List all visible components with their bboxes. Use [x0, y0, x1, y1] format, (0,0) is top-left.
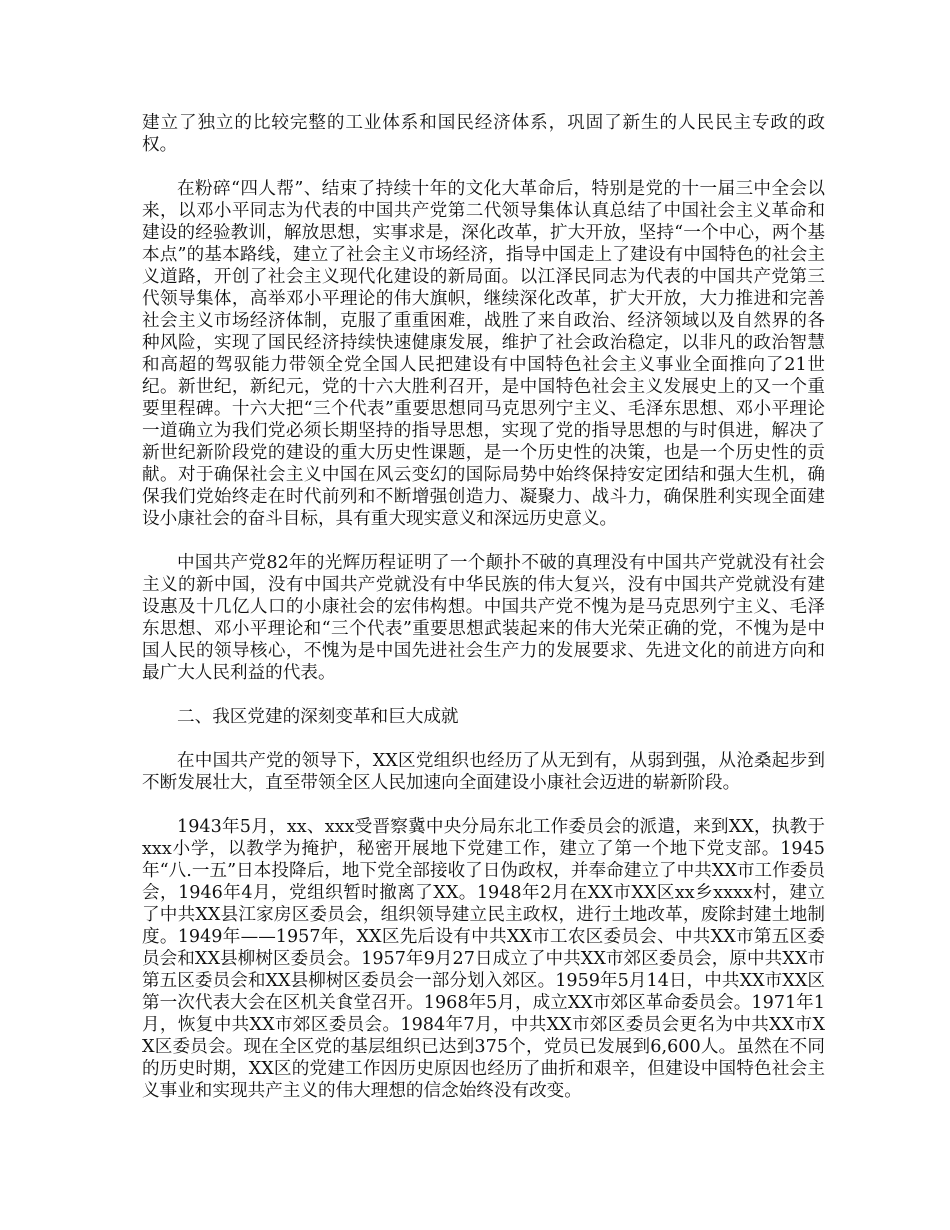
paragraph-district-party-history: 1943年5月，xx、xxx受晋察冀中央分局东北工作委员会的派遣，来到XX，执教于xxx小学，以教学为掩护，秘密开展地下党建工作，建立了第一个地下党支部。1945年“八.一五”日本投降后，地下党全部接收了日伪政权，并奉命建立了中共XX市工作委员会，1946年4月，党组织暂时撤离了XX。1948年2月在XX市XX区xx乡xxxx村，建立了中共XX县江家房区委员会，组织领导建立民主政权，进行土地改革，废除封建土地制度。1949年——1957年，XX区先后设有中共XX市工农区委员会、中共XX市第五区委员会和XX县柳树区委员会。1957年9月27日成立了中共XX市郊区委员会，原中共XX市第五区委员会和XX县柳树区委员会一部分划入郊区。1959年5月14日，中共XX市XX区第一次代表大会在区机关食堂召开。1968年5月，成立XX市郊区革命委员会。1971年1月，恢复中共XX市郊区委员会。1984年7月，中共XX市郊区委员会更名为中共XX市XX区委员会。现在全区党的基层组织已达到375个，党员已发展到6,600人。虽然在不同的历史时期，XX区的党建工作因历史原因也经历了曲折和艰辛，但建设中国特色社会主义事业和实现共产主义的伟大理想的信念始终没有改变。 — [142, 817, 825, 1101]
paragraph-reform-history: 在粉碎“四人帮”、结束了持续十年的文化大革命后，特别是党的十一届三中全会以来，以邓小平同志为代表的中国共产党第二代领导集体认真总结了中国社会主义革命和建设的经验教训，解放思想，实事求是，深化改革，扩大开放，坚持“一个中心，两个基本点”的基本路线，建立了社会主义市场经济，指导中国走上了建设有中国特色的社会主义道路，开创了社会主义现代化建设的新局面。以江泽民同志为代表的中国共产党第三代领导集体，高举邓小平理论的伟大旗帜，继续深化改革，扩大开放，大力推进和完善社会主义市场经济体制，克服了重重困难，战胜了来自政治、经济领域以及自然界的各种风险，实现了国民经济持续快速健康发展，维护了社会政治稳定，以非凡的政治智慧和高超的驾驭能力带领全党全国人民把建设有中国特色社会主义事业全面推向了21世纪。新世纪，新纪元，党的十六大胜利召开，是中国特色社会主义发展史上的又一个重要里程碑。十六大把“三个代表”重要思想同马克思列宁主义、毛泽东思想、邓小平理论一道确立为我们党必须长期坚持的指导思想，实现了党的指导思想的与时俱进，解决了新世纪新阶段党的建设的重大历史性课题，是一个历史性的决策，也是一个历史性的贡献。对于确保社会主义中国在风云变幻的国际局势中始终保持安定团结和强大生机，确保我们党始终走在时代前列和不断增强创造力、凝聚力、战斗力，确保胜利实现全面建设小康社会的奋斗目标，具有重大现实意义和深远历史意义。 — [142, 179, 825, 529]
paragraph-continuation: 建立了独立的比较完整的工业体系和国民经济体系，巩固了新生的人民民主专政的政权。 — [142, 113, 825, 155]
paragraph-party-82-years: 中国共产党82年的光辉历程证明了一个颠扑不破的真理没有中国共产党就没有社会主义的新中国，没有中国共产党就没有中华民族的伟大复兴，没有中国共产党就没有建设惠及十几亿人口的小康社会的宏伟构想。中国共产党不愧为是马克思列宁主义、毛泽东思想、邓小平理论和“三个代表”重要思想武装起来的伟大光荣正确的党，不愧为是中国人民的领导核心，不愧为是中国先进社会生产力的发展要求、先进文化的前进方向和最广大人民利益的代表。 — [142, 553, 825, 683]
paragraph-district-party-intro: 在中国共产党的领导下，XX区党组织也经历了从无到有，从弱到强，从沧桑起步到不断发展壮大，直至带领全区人民加速向全面建设小康社会迈进的崭新阶段。 — [142, 751, 825, 793]
section-heading: 二、我区党建的深刻变革和巨大成就 — [177, 707, 459, 727]
document-page — [142, 112, 825, 1124]
